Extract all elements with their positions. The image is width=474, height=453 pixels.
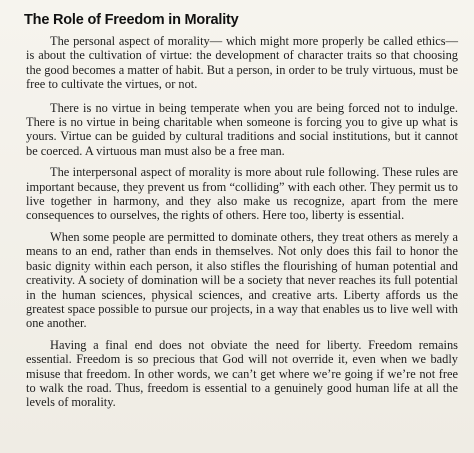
- paragraph-interpersonal-aspect: The interpersonal aspect of morality is more about rule following. These rules are important because, they prevent us from “colliding” with each other. They permit us to live together in harmony, and they also make us recognize, apart from the mere consequences to ourselves, the rights of others. Here too, liberty is essential.: [26, 165, 458, 223]
- paragraph-domination: When some people are permitted to dominate others, they treat others as merely a means to an end, rather than ends in themselves. Not only does this fail to honor the basic dignity within each person, it also stifles the flourishing of human potential and creativity. A society of domination will be a society that never reaches its full potential in the human sciences, physical sciences, and creative arts. Liberty affords us the greatest space possible to pursue our projects, in a way that enables us to live well with one another.: [26, 229, 458, 331]
- paragraph-personal-aspect: The personal aspect of morality— which might more properly be called ethics— is about the cultivation of virtue: the development of character traits so that choosing the good becomes a matter of habit. But a person, in order to be truly virtuous, must be free to cultivate the virtues, or not.: [26, 34, 458, 92]
- paragraph-virtue-coercion: There is no virtue in being temperate when you are being forced not to indulge. There is no virtue in being charitable when someone is forcing you to give up what is yours. Virtue can be guided by cultural traditions and social institutions, but it cannot be coerced. A virtuous man must also be a free man.: [26, 100, 458, 158]
- paragraph-final-end: Having a final end does not obviate the need for liberty. Freedom remains essential. Freedom is so precious that God will not override it, even when we badly misuse that freedom. In other words, we can’t get where we’re going if we’re not free to walk the road. Thus, freedom is essential to a genuinely good human life at all the levels of morality.: [26, 337, 458, 410]
- page-title: The Role of Freedom in Morality: [24, 12, 239, 28]
